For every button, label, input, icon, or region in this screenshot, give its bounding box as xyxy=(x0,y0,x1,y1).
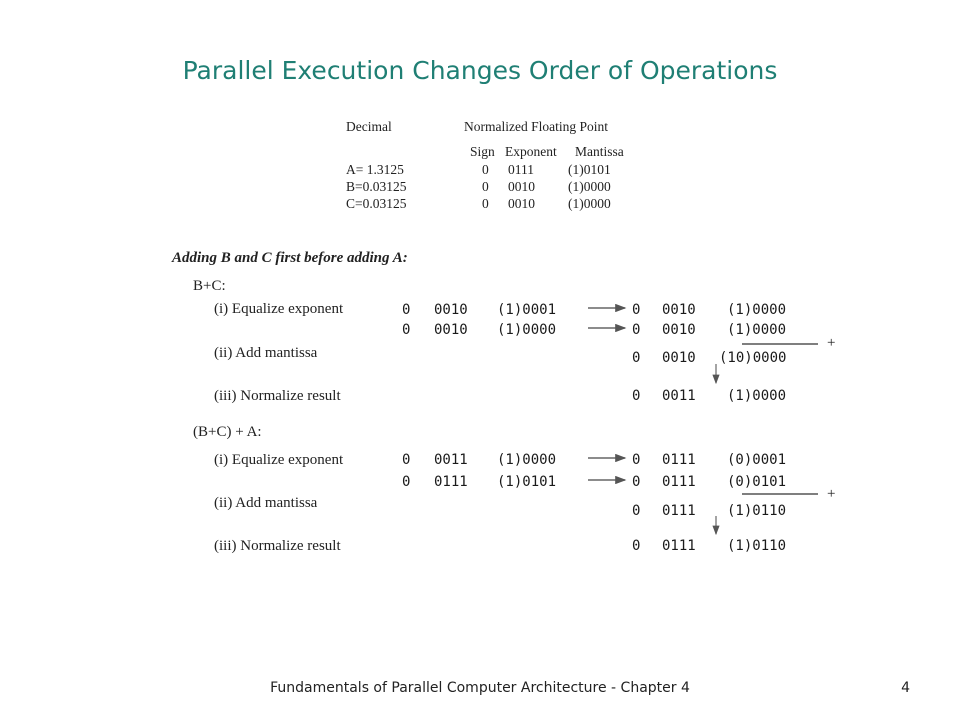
bit-mantissa: (1)0001 xyxy=(497,302,557,318)
bit-sign: 0 xyxy=(632,350,641,366)
row-label: A= 1.3125 xyxy=(346,162,404,177)
bit-exponent: 0010 xyxy=(434,322,468,338)
bit-sign: 0 xyxy=(632,474,641,490)
bit-sign: 0 xyxy=(402,452,411,468)
bit-mantissa: (1)0000 xyxy=(497,452,557,468)
bit-exponent: 0010 xyxy=(662,350,696,366)
bit-mantissa: (1)0000 xyxy=(727,302,787,318)
bit-sign: 0 xyxy=(402,322,411,338)
step-add: (ii) Add mantissa xyxy=(214,345,318,361)
row-mantissa: (1)0000 xyxy=(568,179,611,194)
exponent-header: Exponent xyxy=(505,144,557,159)
bit-mantissa: (1)0101 xyxy=(497,474,557,490)
bit-exponent: 0011 xyxy=(662,388,696,404)
step-normalize: (iii) Normalize result xyxy=(214,388,341,404)
page-number: 4 xyxy=(901,680,910,696)
bit-exponent: 0111 xyxy=(662,474,696,490)
bit-exponent: 0111 xyxy=(434,474,468,490)
bit-mantissa: (1)0000 xyxy=(727,388,787,404)
nfp-header: Normalized Floating Point xyxy=(464,119,608,134)
row-exponent: 0010 xyxy=(508,196,535,211)
bit-mantissa: (1)0000 xyxy=(727,322,787,338)
row-mantissa: (1)0000 xyxy=(568,196,611,211)
plus-sign: + xyxy=(827,486,836,502)
step-add: (ii) Add mantissa xyxy=(214,495,318,511)
bit-sign: 0 xyxy=(632,302,641,318)
example-heading: Adding B and C first before adding A: xyxy=(172,250,408,266)
step-equalize: (i) Equalize exponent xyxy=(214,452,344,468)
slide-footer: Fundamentals of Parallel Computer Architecture - Chapter 4 xyxy=(270,680,690,696)
bit-sign: 0 xyxy=(632,452,641,468)
bit-sign: 0 xyxy=(632,503,641,519)
bit-sign: 0 xyxy=(632,538,641,554)
bit-exponent: 0011 xyxy=(434,452,468,468)
bit-mantissa: (0)0001 xyxy=(727,452,787,468)
bit-sign: 0 xyxy=(632,322,641,338)
sign-header: Sign xyxy=(470,144,495,159)
bit-exponent: 0111 xyxy=(662,538,696,554)
section-label: B+C: xyxy=(193,278,226,294)
row-exponent: 0010 xyxy=(508,179,535,194)
bit-mantissa: (1)0110 xyxy=(727,538,787,554)
bit-mantissa: (10)0000 xyxy=(719,350,787,366)
row-sign: 0 xyxy=(482,162,489,177)
bit-exponent: 0010 xyxy=(662,322,696,338)
bit-mantissa: (1)0000 xyxy=(497,322,557,338)
row-sign: 0 xyxy=(482,179,489,194)
row-label: B=0.03125 xyxy=(346,179,407,194)
bit-sign: 0 xyxy=(402,302,411,318)
slide-title: Parallel Execution Changes Order of Operations xyxy=(182,56,778,85)
plus-sign: + xyxy=(827,335,836,351)
bit-mantissa: (0)0101 xyxy=(727,474,787,490)
step-normalize: (iii) Normalize result xyxy=(214,538,341,554)
bit-exponent: 0111 xyxy=(662,452,696,468)
bit-sign: 0 xyxy=(402,474,411,490)
bit-exponent: 0111 xyxy=(662,503,696,519)
bit-exponent: 0010 xyxy=(434,302,468,318)
bit-mantissa: (1)0110 xyxy=(727,503,787,519)
mantissa-header: Mantissa xyxy=(575,144,624,159)
row-exponent: 0111 xyxy=(508,162,534,177)
bit-exponent: 0010 xyxy=(662,302,696,318)
row-sign: 0 xyxy=(482,196,489,211)
decimal-header: Decimal xyxy=(346,119,392,134)
row-mantissa: (1)0101 xyxy=(568,162,611,177)
bit-sign: 0 xyxy=(632,388,641,404)
row-label: C=0.03125 xyxy=(346,196,407,211)
step-equalize: (i) Equalize exponent xyxy=(214,301,344,317)
section-label: (B+C) + A: xyxy=(193,424,262,440)
